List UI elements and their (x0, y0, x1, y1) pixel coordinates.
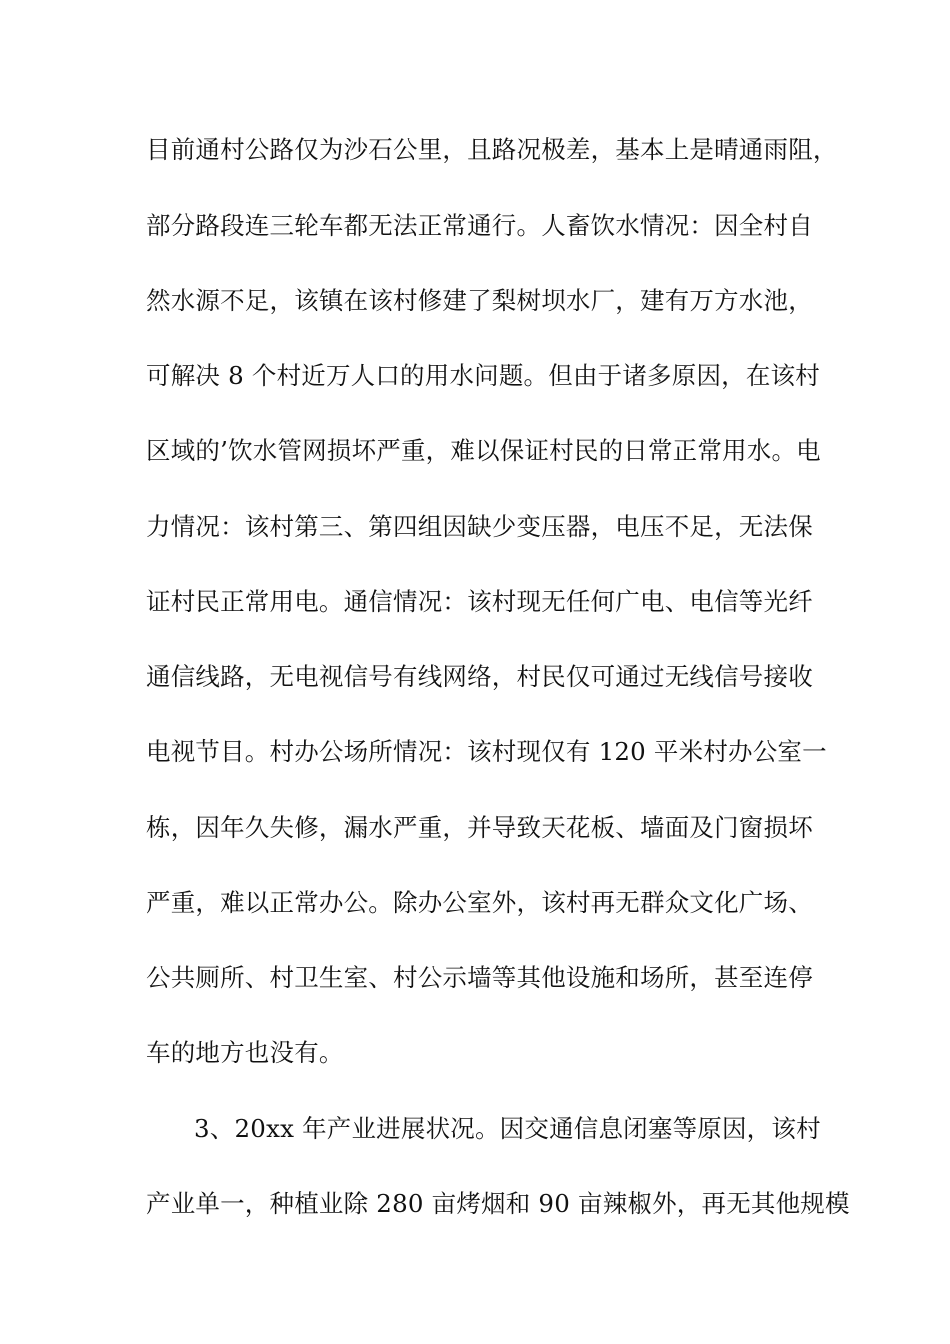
text-line: 公共厕所、村卫生室、村公示墙等其他设施和场所，甚至连停 (146, 963, 813, 992)
text-line: 可解决 8 个村近万人口的用水问题。但由于诸多原因，在该村 (146, 361, 820, 390)
text-line: 栋，因年久失修，漏水严重，并导致天花板、墙面及门窗损坏 (146, 813, 813, 842)
paragraph-first-line: 3、20xx 年产业进展状况。因交通信息闭塞等原因，该村 (194, 1114, 821, 1143)
text-line: 产业单一，种植业除 280 亩烤烟和 90 亩辣椒外，再无其他规模 (146, 1189, 850, 1218)
text-line: 通信线路，无电视信号有线网络，村民仅可通过无线信号接收 (146, 662, 813, 691)
text-line: 严重，难以正常办公。除办公室外，该村再无群众文化广场、 (146, 888, 813, 917)
text-line: 然水源不足，该镇在该村修建了梨树坝水厂，建有万方水池， (146, 286, 813, 315)
text-line: 目前通村公路仅为沙石公里，且路况极差，基本上是晴通雨阻， (146, 135, 838, 164)
text-line: 力情况：该村第三、第四组因缺少变压器，电压不足，无法保 (146, 512, 813, 541)
text-line: 部分路段连三轮车都无法正常通行。人畜饮水情况：因全村自 (146, 211, 813, 240)
text-line: 区域的’饮水管网损坏严重，难以保证村民的日常正常用水。电 (146, 436, 821, 465)
text-line: 电视节目。村办公场所情况：该村现仅有 120 平米村办公室一 (146, 737, 827, 766)
text-line: 证村民正常用电。通信情况：该村现无任何广电、电信等光纤 (146, 587, 813, 616)
text-line: 车的地方也没有。 (146, 1038, 344, 1067)
